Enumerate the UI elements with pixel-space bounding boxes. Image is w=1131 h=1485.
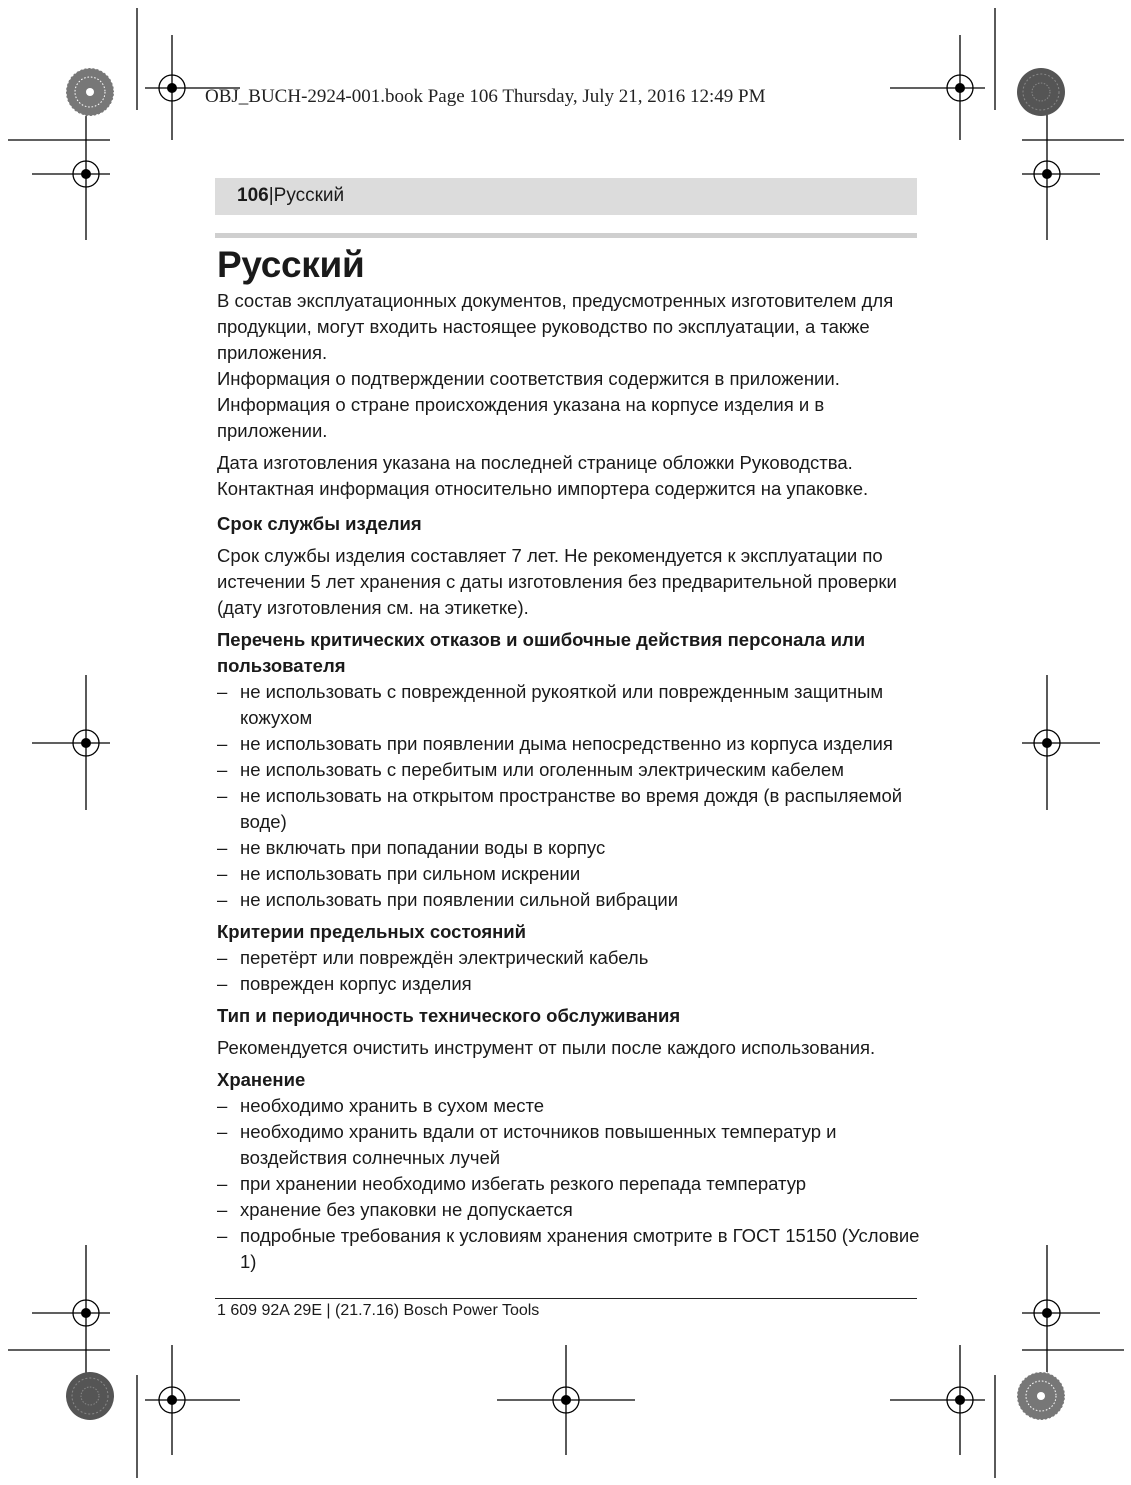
list-item: – при хранении необходимо избегать резкого перепада температур — [217, 1171, 922, 1197]
failures-list — [217, 679, 922, 913]
limits-list — [217, 945, 922, 997]
header-text — [237, 185, 344, 207]
intro-paragraph: Информация о подтверждении соответствия содержится в приложении. — [217, 368, 840, 389]
list-item: – не использовать с перебитым или оголенным электрическим кабелем — [217, 757, 922, 783]
limits-heading: Критерии предельных состояний — [217, 921, 527, 942]
maintenance-text: Рекомендуется очистить инструмент от пыли после каждого использования. — [217, 1037, 876, 1058]
list-item: – подробные требования к условиям хранения смотрите в ГОСТ 15150 (Условие 1) — [217, 1223, 922, 1275]
list-item: – не использовать при сильном искрении — [217, 861, 922, 887]
failures-heading: Перечень критических отказов и ошибочные действия персонала или пользователя — [217, 629, 866, 676]
list-item: – необходимо хранить вдали от источников повышенных температур и воздействия солнечных лучей — [217, 1119, 922, 1171]
intro-paragraph: Информация о стране происхождения указана на корпусе изделия и в приложении. — [217, 394, 825, 441]
color-target-bottom-right — [1017, 1372, 1065, 1420]
list-item: – поврежден корпус изделия — [217, 971, 922, 997]
manufacture-date-note: Дата изготовления указана на последней странице обложки Руководства. — [217, 452, 853, 473]
page-title: Русский — [217, 244, 365, 285]
header-section: Русский — [273, 185, 345, 206]
service-life-heading: Срок службы изделия — [217, 513, 422, 534]
list-item: – не использовать на открытом пространстве во время дождя (в распыляемой воде) — [217, 783, 922, 835]
print-slug: OBJ_BUCH-2924-001.book Page 106 Thursday, July 21, 2016 12:49 PM — [205, 86, 766, 107]
list-item: – не использовать при появлении сильной вибрации — [217, 887, 922, 913]
maintenance-heading: Тип и периодичность технического обслуживания — [217, 1005, 681, 1026]
storage-list — [217, 1093, 922, 1275]
running-header — [215, 178, 917, 215]
page-footer: 1 609 92A 29E | (21.7.16) Bosch Power Tools — [217, 1302, 540, 1319]
page-number: 106 — [237, 185, 269, 206]
header-separator: | — [268, 185, 274, 206]
list-item: – не использовать с поврежденной рукояткой или поврежденным защитным кожухом — [217, 679, 922, 731]
color-target-bottom-left — [66, 1372, 114, 1420]
color-target-top-left — [66, 68, 114, 116]
list-item: – необходимо хранить в сухом месте — [217, 1093, 922, 1119]
color-target-top-right — [1017, 68, 1065, 116]
list-item: – не включать при попадании воды в корпус — [217, 835, 922, 861]
header-rule — [215, 233, 917, 238]
importer-contact-note: Контактная информация относительно импортера содержится на упаковке. — [217, 478, 869, 499]
service-life-text: Срок службы изделия составляет 7 лет. Не рекомендуется к эксплуатации по истечении 5 лет хранения с даты изготовления без предварительной проверки (дату изготовления см. на этикетке). — [217, 545, 897, 618]
storage-heading: Хранение — [217, 1069, 306, 1090]
page-content — [217, 242, 922, 1275]
list-item: – не использовать при появлении дыма непосредственно из корпуса изделия — [217, 731, 922, 757]
footer-rule — [215, 1298, 917, 1299]
list-item: – перетёрт или повреждён электрический кабель — [217, 945, 922, 971]
intro-paragraph: В состав эксплуатационных документов, предусмотренных изготовителем для продукции, могут входить настоящее руководство по эксплуатации, а также приложения. — [217, 290, 894, 363]
list-item: – хранение без упаковки не допускается — [217, 1197, 922, 1223]
